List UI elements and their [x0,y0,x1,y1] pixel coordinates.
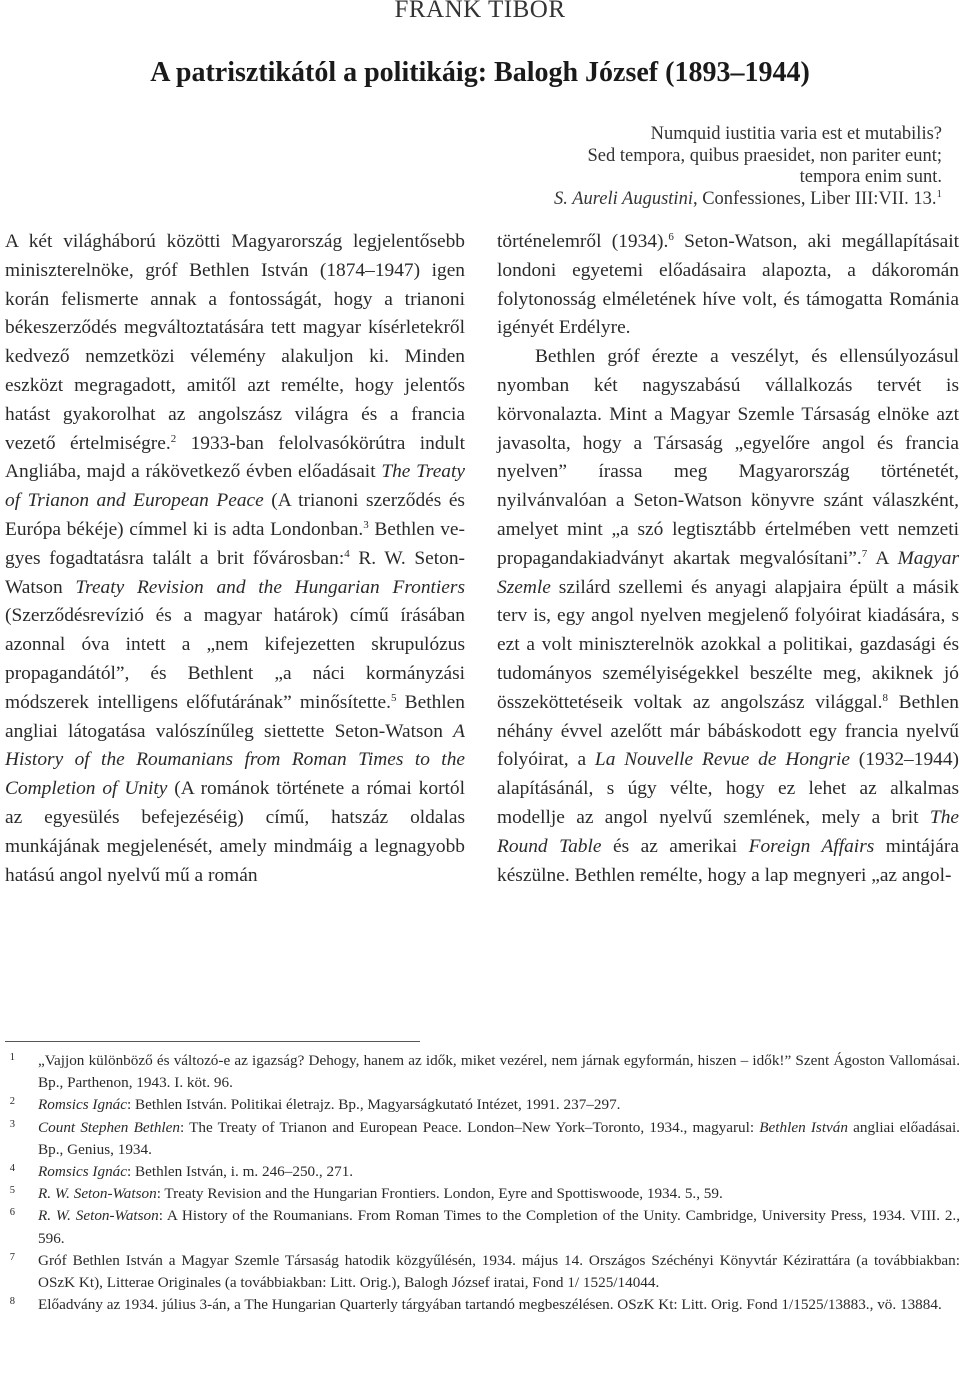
footnote-ref: 8 [882,691,889,704]
footnote-6: 6 R. W. Seton-Watson: A History of the Roumanians. From Roman Times to the Completion of the Unity. Cambridge, University Press, 1934. VIII. 2., 596. [5,1205,960,1249]
footnote-ref: 3 [363,518,369,531]
footnote-4: 4 Romsics Ignác: Bethlen István, i. m. 246–250., 271. [5,1161,960,1183]
footnote-ref: 1 [936,187,942,200]
epigraph-line: tempora enim sunt. [799,167,942,187]
footnote-8: 8 Előadvány az 1934. július 3-án, a The Hungarian Quarterly tárgyában tartandó megbeszélésen. OSzK Kt: Litt. Orig. Fond 1/1525/13883., vö. 13884. [5,1294,960,1316]
footnotes [5,1050,960,1316]
footnote-ref: 2 [170,432,177,445]
footnote-number: 4 [9,1163,15,1175]
footnote-2: 2 Romsics Ignác: Bethlen István. Politikai életrajz. Bp., Magyarságkutató Intézet, 1991. 237–297. [5,1094,960,1116]
body-column-left [5,228,465,890]
article-title: A patrisztikától a politikáig: Balogh József (1893–1944) [150,57,810,88]
footnote-number: 3 [9,1118,15,1130]
epigraph-author: S. Aureli Augustini [554,188,693,209]
footnote-number: 8 [9,1296,15,1308]
footnote-ref: 6 [668,231,674,243]
footnote-3: 3 Count Stephen Bethlen: The Treaty of Trianon and European Peace. London–New York–Toronto, 1934., magyarul: Bethlen István angliai előadásai. Bp., Genius, 1934. [5,1117,960,1161]
footnote-number: 6 [9,1207,15,1219]
epigraph [382,124,942,210]
footnote-5: 5 R. W. Seton-Watson: Treaty Revision and the Hungarian Frontiers. London, Eyre and Spottiswoode, 1934. 5., 59. [5,1183,960,1205]
footnote-1: 1 „Vajjon különböző és változó-e az igazság? Dehogy, hanem az idők, miket vezérel, nem járnak egyformán, hiszen – idők!” Szent Ágoston Vallomásai. Bp., Parthenon, 1943. I. köt. 96. [5,1050,960,1094]
footnote-number: 1 [9,1052,15,1063]
footnote-number: 7 [9,1251,15,1263]
footnote-ref: 4 [344,547,350,560]
epigraph-work: , Confessiones, Liber III:VII. 13. [692,188,937,209]
paragraph: Bethlen gróf érezte a veszélyt, és ellensúlyozásul nyomban két nagyszabású vállalkozás tervét is körvonalazta. Mint a Magyar Szemle Társaság elnöke azt javasolta, hogy a Társaság „egyelőre angol és francia nyelven” írassa meg Magyarország történetét, nyilvánvalóan a Seton-Watson könyvre szánt válaszként, amelyet mint „a szó legtisztább értelmében vett nemzeti propagandakiadványt akartak megvalósítani”.$^7$ A Magyar Szemle szilárd szellemi és anyagi alapjaira épült a másik terv is, egy angol nyelven megjelenő folyóirat kiadására, s ezt a volt miniszterelnök azokkal a politikai, gazdasági és tudományos személyiségekkel beszélte meg, akiknek jó összeköttetéseik voltak az angolszász világgal.$^8$ Bethlen néhány évvel azelőtt már bábáskodott egy francia nyelvű folyóirat, a La Nouvelle Revue de Hongrie (1932–1944) alapításánál, s úgy vélte, hogy ez lehet az alkalmas modellje az angol nyelvű szemlének, mely a brit The Round Table és az amerikai Foreign Affairs mintájára készülne. Bethlen remélte, hogy a lap megnyeri „az angol- [497,346,959,886]
footnote-number: 5 [9,1185,15,1197]
epigraph-line: Numquid iustitia varia est et mutabilis? [650,124,942,144]
paragraph: történelemről (1934).$^6$ Seton-Watson, aki megállapításait londoni egyetemi előadásaira alapozta, a dákoromán folytonosság elméletének híve volt, és támogatta Románia igényét Erdélyre. [497,231,960,339]
epigraph-line: Sed tempora, quibus praesidet, non pariter eunt; [587,145,942,166]
paragraph: A két világháború közötti Magyarország legjelentősebb miniszterelnöke, gróf Bethlen István (1874–1947) igen korán felismerte annak a fontosságát, hogy a trianoni békeszerződés megváltoztatására tett magyar kísérletekről kedvező nemzetközi vélemény alakuljon ki. Minden eszközt megragadott, amitől azt remélte, hogy jelentős hatást gyakorolhat az angolszász világra és a francia vezető értelmiségre.$^2$ 1933-ban felolvasókörútra indult Angliába, majd a rákövetkező évben előadásait The Treaty of Trianon and European Peace (A trianoni szerződés és Európa békéje) címmel ki is adta Londonban.$^3$ Bethlen vegyes fogadtatásra talált a brit fővárosban:$^4$ R. W. Seton-Watson Treaty Revision and the Hungarian Frontiers (Szerződésrevízió és a magyar határok) című írásában azonnal óva intett a „nem kifejezetten skrupulózus propagandától”, és Bethlent „a náci kormányzási módszerek intelligens előfutárának” minősítette.$^5$ Bethlen angliai látogatása valószínűleg siettette Seton-Watson A History of the Roumanians from Roman Times to the Completion of Unity (A románok története a római kortól az egyesülés befejezéséig) című, hatszáz oldalas munkájának megjelenését, amely mindmáig a legnagyobb hatású angol nyelvű mű a román [5,231,466,886]
footnote-number: 2 [9,1096,15,1108]
footnote-7: 7 Gróf Bethlen István a Magyar Szemle Társaság hatodik közgyűlésén, 1934. május 14. Országos Széchényi Könyvtár Kézirattára (a továbbiakban: OSzK Kt), Litterae Originales (a továbbiakban: Litt. Orig.), Balogh József iratai, Fond 1/ 1525/14044. [5,1250,960,1294]
footnote-divider [5,1041,420,1042]
body-column-right [497,228,959,890]
footnote-ref: 7 [861,547,868,560]
footnote-ref: 5 [390,691,397,704]
author-name: FRANK TIBOR [394,0,566,23]
epigraph-source [382,189,942,211]
